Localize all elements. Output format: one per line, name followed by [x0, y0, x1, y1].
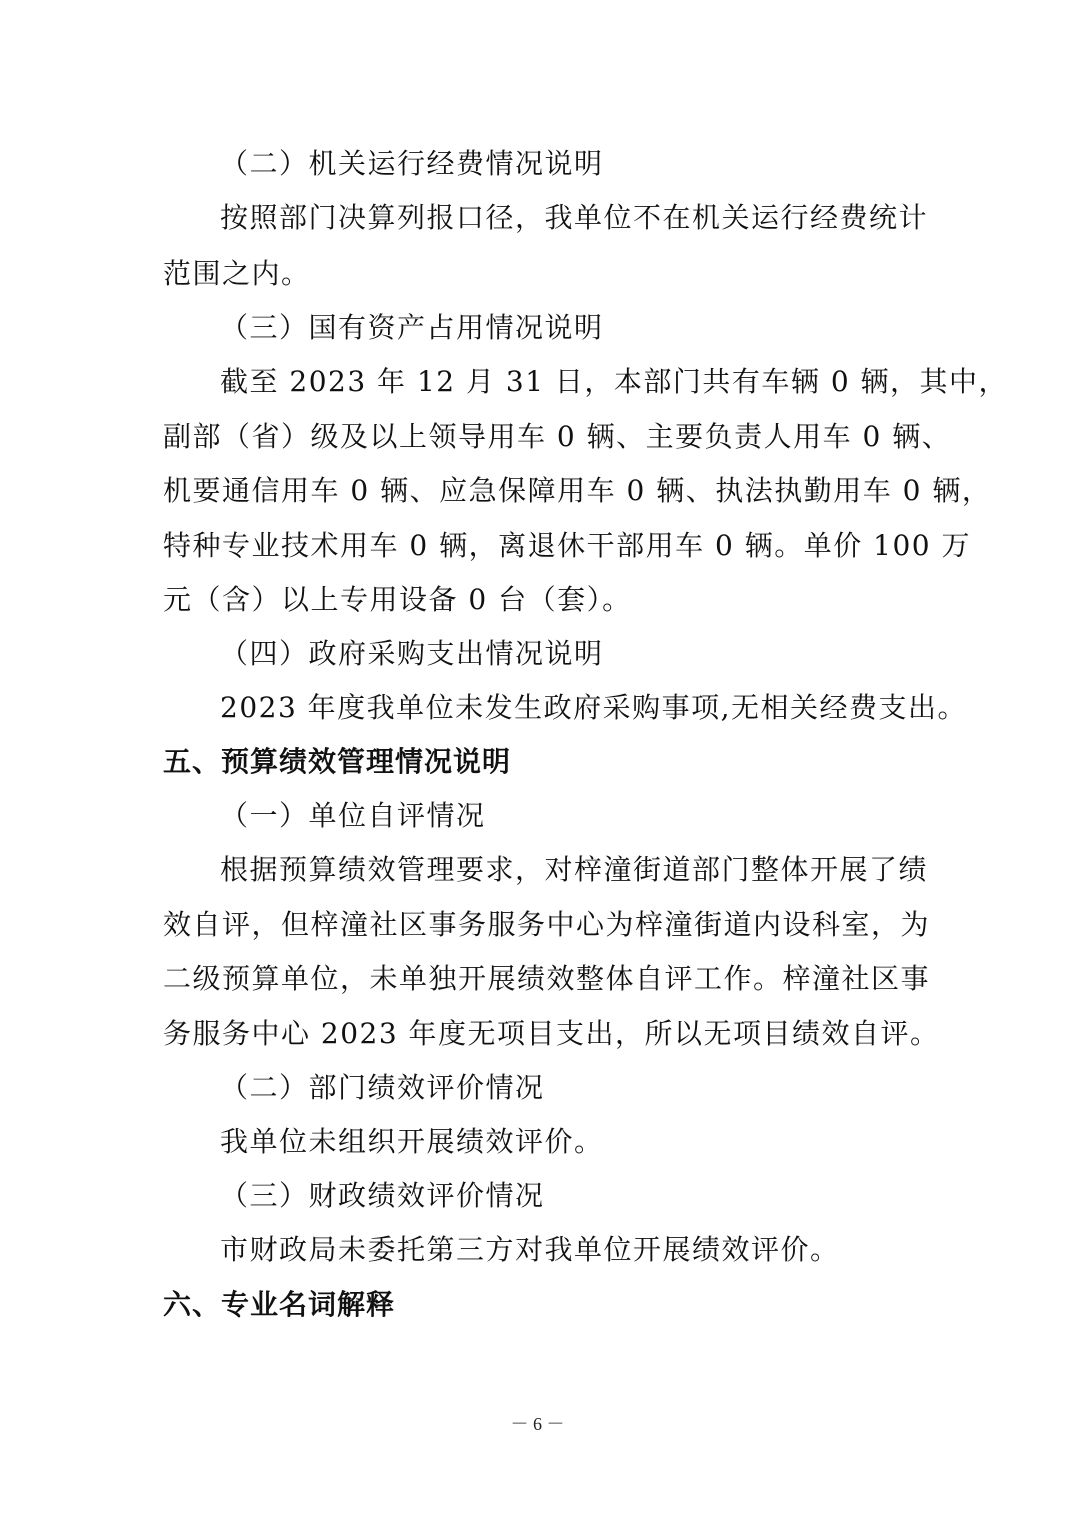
paragraph-line: 2023 年度我单位未发生政府采购事项,无相关经费支出。	[220, 691, 968, 724]
subheading-operating-expenses: （二）机关运行经费情况说明	[220, 147, 604, 180]
subheading-self-evaluation: （一）单位自评情况	[220, 799, 486, 832]
paragraph-line: 元（含）以上专用设备 0 台（套）。	[163, 583, 632, 616]
paragraph-line: 二级预算单位，未单独开展绩效整体自评工作。梓潼社区事	[163, 962, 931, 995]
paragraph-line: 副部（省）级及以上领导用车 0 辆、主要负责人用车 0 辆、	[163, 420, 952, 453]
paragraph-line: 根据预算绩效管理要求，对梓潼街道部门整体开展了绩	[220, 853, 929, 886]
subheading-department-evaluation: （二）部门绩效评价情况	[220, 1071, 545, 1104]
page-number: － 6 －	[510, 1414, 565, 1434]
subheading-procurement: （四）政府采购支出情况说明	[220, 637, 604, 670]
subheading-state-assets: （三）国有资产占用情况说明	[220, 311, 604, 344]
section-heading-performance: 五、预算绩效管理情况说明	[163, 745, 512, 778]
paragraph-line: 市财政局未委托第三方对我单位开展绩效评价。	[220, 1233, 840, 1266]
paragraph-line: 范围之内。	[163, 257, 311, 290]
subheading-fiscal-evaluation: （三）财政绩效评价情况	[220, 1179, 545, 1212]
paragraph-line: 按照部门决算列报口径，我单位不在机关运行经费统计	[220, 201, 929, 234]
paragraph-line: 机要通信用车 0 辆、应急保障用车 0 辆、执法执勤用车 0 辆，	[163, 474, 992, 507]
section-heading-glossary: 六、专业名词解释	[163, 1288, 396, 1321]
paragraph-line: 特种专业技术用车 0 辆，离退休干部用车 0 辆。单价 100 万	[163, 529, 971, 562]
paragraph-line: 截至 2023 年 12 月 31 日，本部门共有车辆 0 辆，其中，	[220, 365, 1009, 398]
paragraph-line: 务服务中心 2023 年度无项目支出，所以无项目绩效自评。	[163, 1017, 940, 1050]
paragraph-line: 我单位未组织开展绩效评价。	[220, 1125, 604, 1158]
paragraph-line: 效自评，但梓潼社区事务服务中心为梓潼街道内设科室，为	[163, 908, 931, 941]
